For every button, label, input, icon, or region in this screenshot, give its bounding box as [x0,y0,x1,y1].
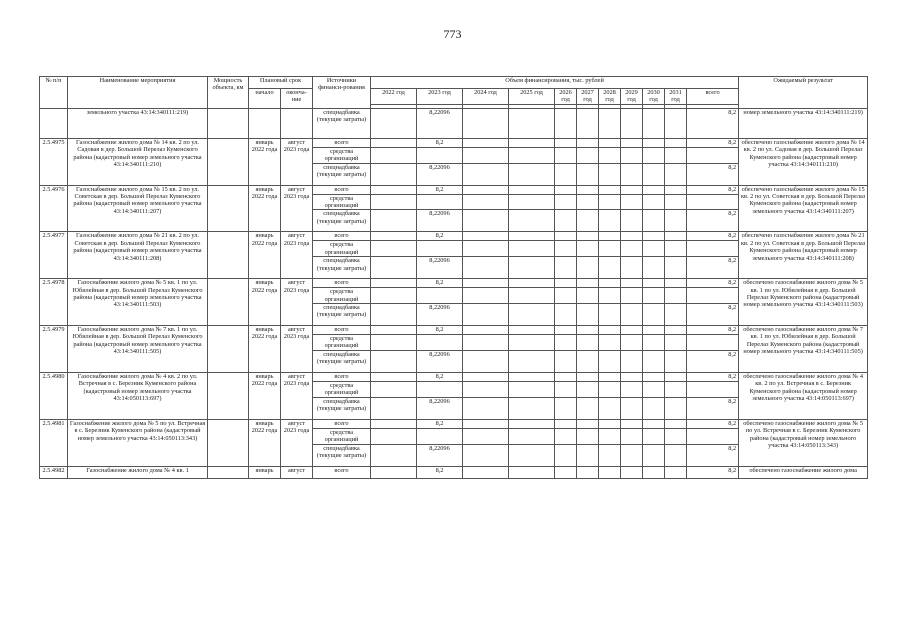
cell-source-all: всего [313,419,371,428]
cell-y2023: 8,2 [417,185,463,194]
cell-total: 8,2 [687,419,739,428]
header-start: начало [249,89,281,109]
cell-y2022 [371,108,417,138]
header-end: оконча-ние [281,89,313,109]
cell-total: 8,2 [687,185,739,194]
cell-source: всего [313,466,371,478]
cell-source-spec: спецнадбавка (текущие затраты) [313,397,371,419]
cell-y2022 [371,138,417,147]
cell-name: Газоснабжение жилого дома № 21 кв. 2 по ул. Советская в дер. Большой Перелаз Куменского района (кадастровый номер земельного участка 43:14:340111:208) [68,232,208,279]
cell-name: Газоснабжение жилого дома № 4 кв. 1 [68,466,208,478]
cell-y2022 [371,232,417,241]
cell-result: обеспечено газоснабжение жилого дома [739,466,868,478]
header-year: 2026 год [555,89,577,105]
cell-capacity [208,279,249,326]
cell-capacity [208,108,249,138]
cell-y2023: 8,2 [417,232,463,241]
cell-source-spec: спецнадбавка (текущие затраты) [313,163,371,185]
cell-result: обеспечено газоснабжение жилого дома № 5 кв. 1 по ул. Юбилейная в дер. Большой Перелаз Куменского района (кадастровый номер земельного участка 43:14:340111:503) [739,279,868,326]
cell-y2023: 8,22096 [417,444,463,466]
cell-result: обеспечено газоснабжение жилого дома № 4 кв. 2 по ул. Встречная в с. Березник Куменского района (кадастровый номер земельного участка 43:14:050113:697) [739,372,868,419]
cell-end: август 2023 года [281,419,313,466]
header-year: 2023 год [417,89,463,105]
measure-row-all [40,326,868,335]
cell-num: 2.5.4977 [40,232,68,279]
measure-row-all [40,138,868,147]
cell-total: 8,2 [687,163,739,185]
cell-end [281,108,313,138]
cell-start: январь 2022 года [249,232,281,279]
cell-total: 8,2 [687,232,739,241]
cell-start [249,108,281,138]
cell-start: январь 2022 года [249,326,281,373]
cell-y2023: 8,2 [417,326,463,335]
cell-num: 2.5.4982 [40,466,68,478]
cell-y2022 [371,279,417,288]
cell-total: 8,2 [687,444,739,466]
cell-source-all: всего [313,372,371,381]
cell-name: Газоснабжение жилого дома № 5 по ул. Встречная в с. Березник Куменского района (кадастровый номер земельного участка 43:14:050113:343) [68,419,208,466]
cell-source-all: всего [313,279,371,288]
cell-source-spec: спецнадбавка (текущие затраты) [313,210,371,232]
cell-capacity [208,419,249,466]
cell-source-org: средства организаций [313,194,371,210]
cell-source-org: средства организаций [313,428,371,444]
cell-source-org: средства организаций [313,147,371,163]
cell-name: Газоснабжение жилого дома № 14 кв. 2 по ул. Садовая в дер. Большой Перелаз Куменского района (кадастровый номер земельного участка 43:14:340111:210) [68,138,208,185]
header-year: 2024 год [463,89,509,105]
measure-row-all [40,419,868,428]
header-year: 2025 год [509,89,555,105]
cell-end: август 2023 года [281,279,313,326]
cell-capacity [208,232,249,279]
cell-y2023: 8,22096 [417,210,463,232]
cell-total: 8,2 [687,466,739,478]
cell-start: январь 2022 года [249,138,281,185]
header-result: Ожидаемый результат [739,77,868,109]
cell-num: 2.5.4978 [40,279,68,326]
cell-name: земельного участка 43:14:340111:219) [68,108,208,138]
cell-capacity [208,372,249,419]
financing-table [39,76,868,479]
cell-end: август 2023 года [281,185,313,232]
cell-name: Газоснабжение жилого дома № 15 кв. 2 по ул. Советская в дер. Большой Перелаз Куменского района (кадастровый номер земельного участка 43:14:340111:207) [68,185,208,232]
cell-total: 8,2 [687,372,739,381]
cell-total: 8,2 [687,138,739,147]
cell-source-spec: спецнадбавка (текущие затраты) [313,444,371,466]
cell-y2023: 8,2 [417,138,463,147]
cell-y2023: 8,22096 [417,257,463,279]
header-volume: Объем финансирования, тыс. рублей [371,77,739,89]
cell-start: январь [249,466,281,478]
cell-total: 8,2 [687,108,739,138]
measure-row-all [40,232,868,241]
cell-source: спецнадбавка (текущие затраты) [313,108,371,138]
cell-capacity [208,466,249,478]
cell-num: 2.5.4975 [40,138,68,185]
header-plan-term: Плановый срок [249,77,313,89]
continuation-row [40,108,868,138]
cell-name: Газоснабжение жилого дома № 4 кв. 2 по ул. Встречная в с. Березник Куменского района (кадастровый номер земельного участка 43:14:050113:697) [68,372,208,419]
header-year: 2031 год [665,89,687,105]
cell-source-spec: спецнадбавка (текущие затраты) [313,304,371,326]
cell-num: 2.5.4981 [40,419,68,466]
cell-total: 8,2 [687,257,739,279]
header-year: 2028 год [599,89,621,105]
cell-num: 2.5.4976 [40,185,68,232]
cell-result: обеспечено газоснабжение жилого дома № 14 кв. 2 по ул. Садовая в дер. Большой Перелаз Куменского района (кадастровый номер участка 43:14:340111:210) [739,138,868,185]
cell-result: обеспечено газоснабжение жилого дома № 5 по ул. Встречная в с. Березник Куменского района (кадастровый номер земельного участка 43:14:050113:343) [739,419,868,466]
cell-source-org: средства организаций [313,335,371,351]
cell-start: январь 2022 года [249,185,281,232]
cell-result: обеспечено газоснабжение жилого дома № 7 кв. 1 по ул. Юбилейная в дер. Большой Перелаз Куменского района (кадастровый номер земельного участка 43:14:340111:505) [739,326,868,373]
cell-y2022 [371,372,417,381]
header-sources: Источники финанси-рования [313,77,371,109]
header-year: 2027 год [577,89,599,105]
header-year: 2029 год [621,89,643,105]
cell-capacity [208,138,249,185]
cell-y2023: 8,2 [417,372,463,381]
header-capacity: Мощность объекта, км [208,77,249,109]
cell-name: Газоснабжение жилого дома № 5 кв. 1 по ул. Юбилейная в дер. Большой Перелаз Куменского района (кадастровый номер земельного участка 43:14:340111:503) [68,279,208,326]
cell-source-org: средства организаций [313,288,371,304]
cell-source-all: всего [313,185,371,194]
cell-y2023: 8,22096 [417,163,463,185]
cell-num [40,108,68,138]
cell-total: 8,2 [687,350,739,372]
cell-y2023: 8,22096 [417,108,463,138]
cell-end: август 2023 года [281,326,313,373]
cell-source-all: всего [313,326,371,335]
header-year: 2030 год [643,89,665,105]
measure-row-all [40,185,868,194]
cell-source-spec: спецнадбавка (текущие затраты) [313,257,371,279]
cell-name: Газоснабжение жилого дома № 7 кв. 1 по ул. Юбилейная в дер. Большой Перелаз Куменского района (кадастровый номер земельного участка 43:14:340111:505) [68,326,208,373]
cell-end: август [281,466,313,478]
cell-result: номер земельного участка 43:14:340111:219) [739,108,868,138]
cell-y2022 [371,185,417,194]
cell-y2022 [371,326,417,335]
cell-result: обеспечено газоснабжение жилого дома № 15 кв. 2 по ул. Советская в дер. Большой Перелаз Куменского района (кадастровый номер земельного участка 43:14:340111:207) [739,185,868,232]
cell-total: 8,2 [687,326,739,335]
cell-source-all: всего [313,138,371,147]
header-total: всего [687,89,739,105]
cell-source-all: всего [313,232,371,241]
header-num: № п/п [40,77,68,109]
last-row [40,466,868,478]
cell-y2022 [371,419,417,428]
cell-y2023: 8,22096 [417,304,463,326]
cell-y2023: 8,22096 [417,397,463,419]
cell-end: август 2023 года [281,138,313,185]
cell-num: 2.5.4979 [40,326,68,373]
cell-total: 8,2 [687,210,739,232]
cell-source-org: средства организаций [313,241,371,257]
cell-end: август 2023 года [281,232,313,279]
cell-total: 8,2 [687,397,739,419]
cell-source-org: средства организаций [313,381,371,397]
cell-result: обеспечено газоснабжение жилого дома № 21 кв. 2 по ул. Советская в дер. Большой Перелаз Куменского района (кадастровый номер земельного участка 43:14:340111:208) [739,232,868,279]
cell-y2022 [371,466,417,478]
cell-y2023: 8,2 [417,466,463,478]
cell-capacity [208,326,249,373]
cell-y2023: 8,2 [417,419,463,428]
measure-row-all [40,372,868,381]
cell-start: январь 2022 года [249,372,281,419]
cell-start: январь 2022 года [249,419,281,466]
cell-total: 8,2 [687,304,739,326]
header-name: Наименование мероприятия [68,77,208,109]
cell-total: 8,2 [687,279,739,288]
cell-num: 2.5.4980 [40,372,68,419]
cell-capacity [208,185,249,232]
cell-y2023: 8,2 [417,279,463,288]
cell-end: август 2023 года [281,372,313,419]
measure-row-all [40,279,868,288]
cell-start: январь 2022 года [249,279,281,326]
page-number: 773 [443,27,462,41]
cell-source-spec: спецнадбавка (текущие затраты) [313,350,371,372]
header-year: 2022 год [371,89,417,105]
cell-y2023: 8,22096 [417,350,463,372]
